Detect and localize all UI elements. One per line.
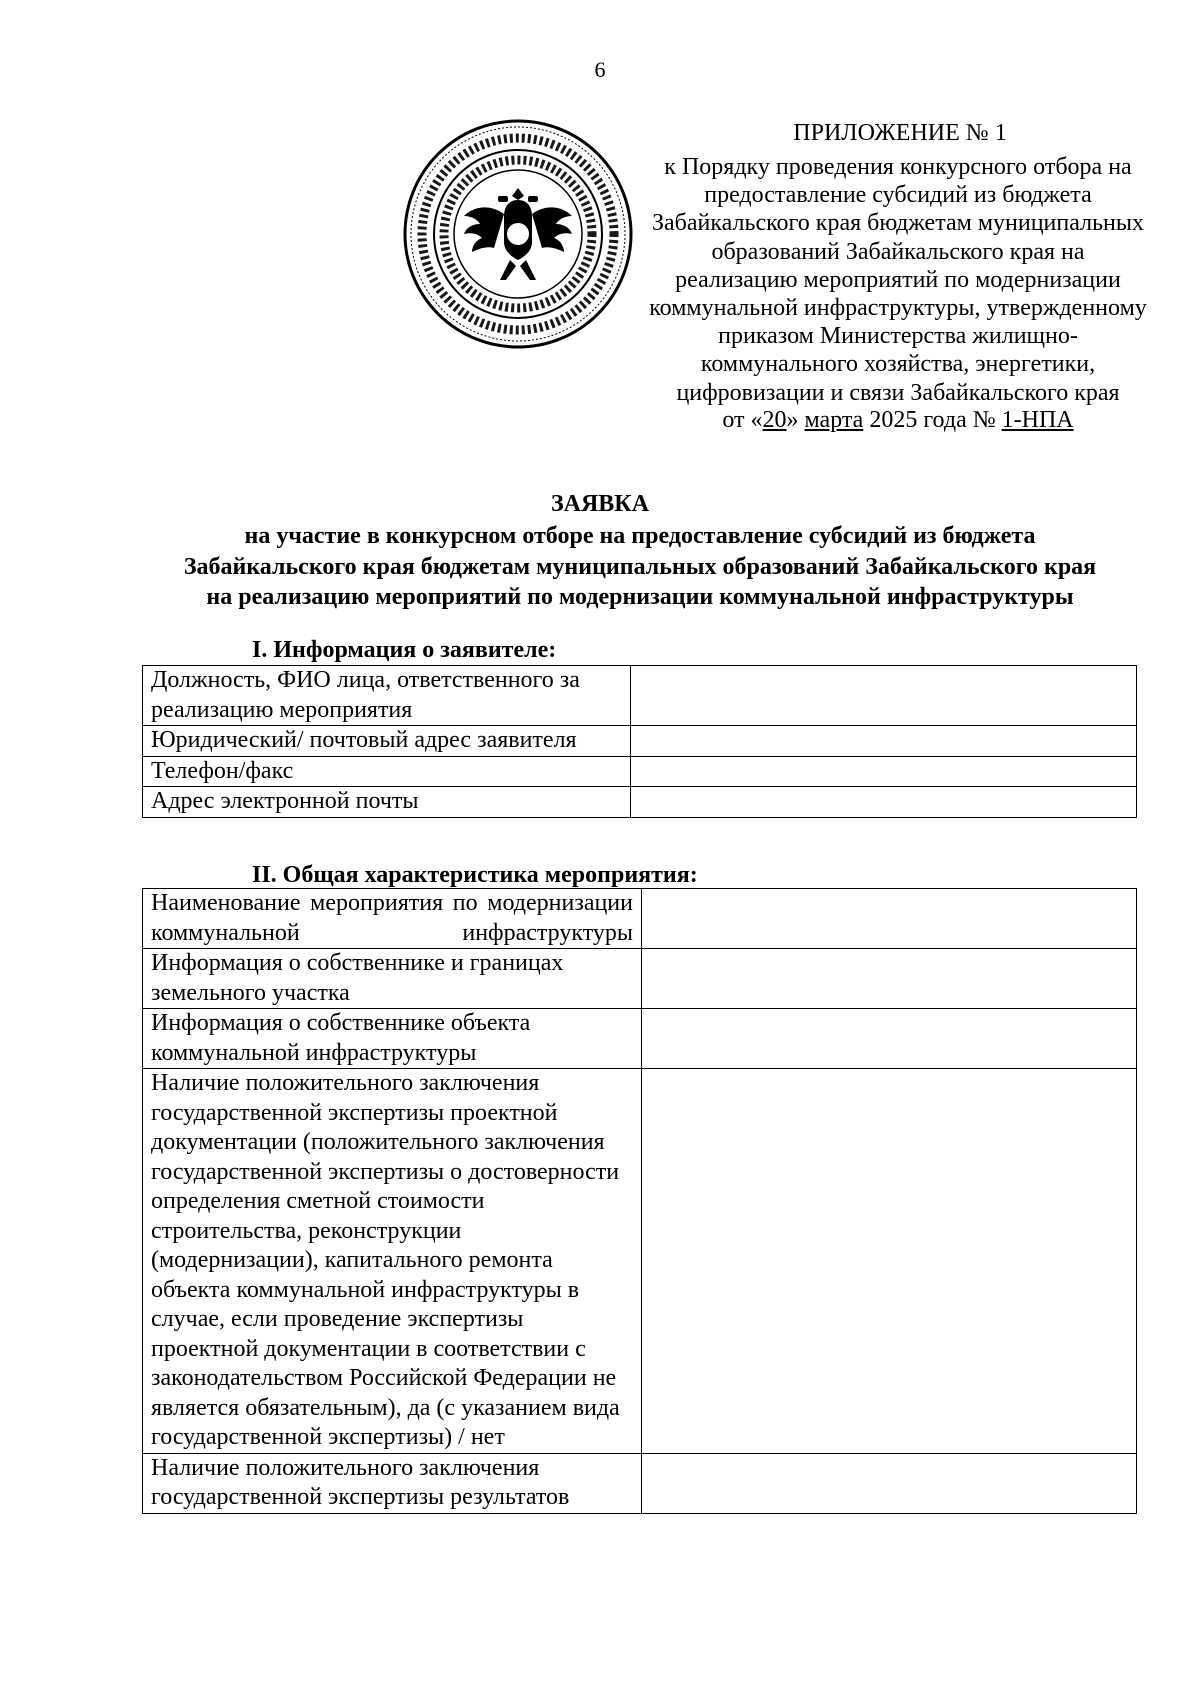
table-row bbox=[143, 889, 1137, 949]
table-row bbox=[143, 949, 1137, 1009]
appendix-line: образований Забайкальского края на bbox=[711, 238, 1085, 265]
appendix-line: цифровизации и связи Забайкальского края bbox=[676, 379, 1120, 406]
date-month: марта bbox=[804, 407, 864, 433]
row-label: Информация о собственнике объекта коммунальной инфраструктуры bbox=[143, 1009, 642, 1069]
appendix-line: приказом Министерства жилищно- bbox=[718, 323, 1078, 350]
row-value-field[interactable] bbox=[642, 1069, 1137, 1454]
page-number: 6 bbox=[594, 57, 606, 82]
row-label: Наименование мероприятия по модернизации коммунальной инфраструктуры bbox=[143, 889, 642, 949]
appendix-text bbox=[618, 153, 1178, 407]
row-value-field[interactable] bbox=[631, 726, 1137, 757]
appendix-line: коммунальной инфраструктуры, утвержденному bbox=[649, 295, 1147, 322]
section-1-heading: I. Информация о заявителе: bbox=[252, 637, 557, 663]
date-mid: » bbox=[786, 407, 805, 433]
row-value-field[interactable] bbox=[631, 756, 1137, 787]
request-title: ЗАЯВКА bbox=[550, 491, 650, 517]
row-label: Наличие положительного заключения государственной экспертизы проектной документации (положительного заключения государственной экспертизы о достоверности определения сметной стоимости строительства, реконструкции (модернизации), капитального ремонта объекта коммунальной инфраструктуры в случае, если проведение экспертизы проектной документации в соответствии с законодательством Российской Федерации не является обязательным), да (с указанием вида государственной экспертизы) / нет bbox=[143, 1069, 642, 1454]
official-seal bbox=[402, 118, 634, 350]
row-label: Юридический/ почтовый адрес заявителя bbox=[143, 726, 631, 757]
row-label: Адрес электронной почты bbox=[143, 787, 631, 818]
table-row bbox=[143, 1009, 1137, 1069]
event-characteristics-table bbox=[142, 888, 1137, 1514]
appendix-date bbox=[618, 406, 1178, 434]
table-row bbox=[143, 666, 1137, 726]
request-subtitle bbox=[140, 521, 1140, 613]
row-value-field[interactable] bbox=[642, 949, 1137, 1009]
request-subtitle-line: на участие в конкурсном отборе на предоставление субсидий из бюджета bbox=[244, 523, 1036, 549]
row-value-field[interactable] bbox=[642, 889, 1137, 949]
appendix-line: реализацию мероприятий по модернизации bbox=[675, 266, 1121, 293]
section-2-heading: II. Общая характеристика мероприятия: bbox=[252, 862, 698, 888]
appendix-line: к Порядку проведения конкурсного отбора на bbox=[664, 154, 1132, 180]
row-label: Информация о собственнике и границах земельного участка bbox=[143, 949, 642, 1009]
request-subtitle-line: на реализацию мероприятий по модернизации коммунальной инфраструктуры bbox=[206, 584, 1074, 610]
request-subtitle-line: Забайкальского края бюджетам муниципальных образований Забайкальского края bbox=[183, 553, 1097, 580]
appendix-line: Забайкальского края бюджетам муниципальных bbox=[652, 210, 1144, 237]
appendix-line: предоставление субсидий из бюджета bbox=[704, 182, 1092, 209]
date-day: 20 bbox=[762, 407, 787, 433]
row-label: Должность, ФИО лица, ответственного за реализацию мероприятия bbox=[143, 666, 631, 726]
table-row bbox=[143, 1453, 1137, 1513]
applicant-info-table bbox=[142, 665, 1137, 818]
appendix-title: ПРИЛОЖЕНИЕ № 1 bbox=[793, 120, 1007, 146]
table-row bbox=[143, 1069, 1137, 1454]
appendix-line: коммунального хозяйства, энергетики, bbox=[700, 351, 1096, 378]
order-number: 1-НПА bbox=[1001, 407, 1074, 433]
table-row bbox=[143, 756, 1137, 787]
date-prefix: от « bbox=[722, 407, 763, 433]
table-row bbox=[143, 726, 1137, 757]
row-value-field[interactable] bbox=[631, 787, 1137, 818]
row-value-field[interactable] bbox=[642, 1453, 1137, 1513]
row-label: Наличие положительного заключения государственной экспертизы результатов bbox=[143, 1453, 642, 1513]
row-value-field[interactable] bbox=[642, 1009, 1137, 1069]
table-row bbox=[143, 787, 1137, 818]
row-label: Телефон/факс bbox=[143, 756, 631, 787]
date-year: 2025 года № bbox=[863, 407, 1002, 433]
row-value-field[interactable] bbox=[631, 666, 1137, 726]
